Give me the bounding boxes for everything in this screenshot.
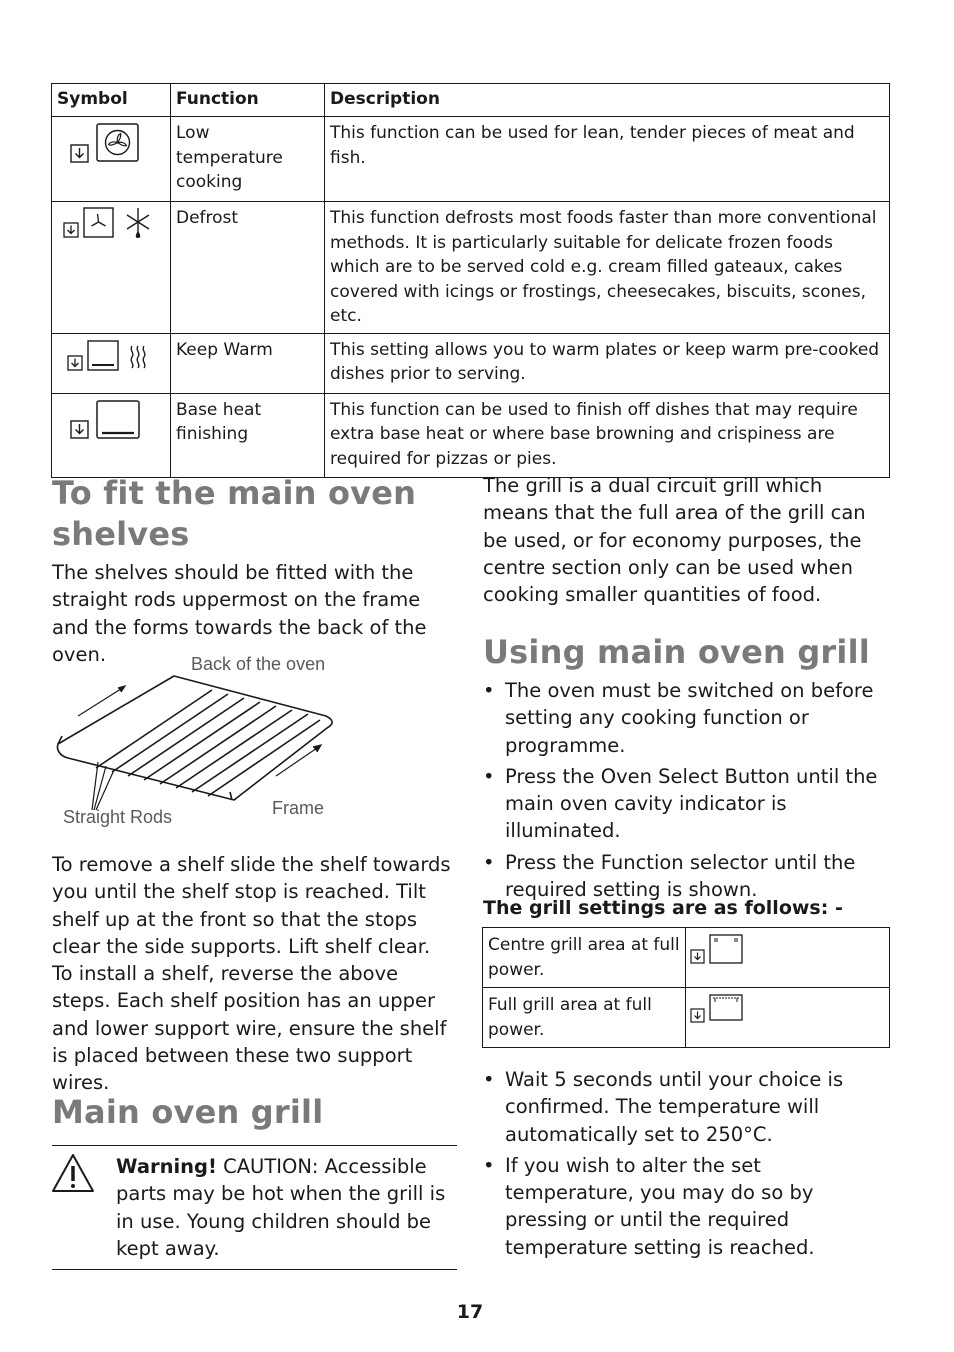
grill-settings-table — [482, 927, 890, 1048]
straight-rods-label: Straight Rods — [63, 807, 173, 827]
table-row — [483, 988, 890, 1048]
function-name: Base heat finishing — [171, 393, 325, 477]
table-row — [483, 928, 890, 988]
back-of-oven-label: Back of the oven — [191, 654, 326, 674]
warning-icon — [50, 1152, 96, 1194]
symbol-cell — [52, 393, 171, 477]
warning-bottom-rule — [52, 1269, 457, 1270]
grill-setting-label: Centre grill area at full power. — [483, 928, 686, 988]
list-item: • Press the Oven Select Button until the main oven cavity indicator is illuminated. — [483, 763, 893, 845]
table-row — [52, 117, 890, 202]
install-shelf-paragraph: To install a shelf, reverse the above steps. Each shelf position has an upper and lower support wire, ensure the shelf is placed between these two support wires. — [52, 962, 447, 1095]
function-name: Low temperature cooking — [171, 117, 325, 202]
low-temperature-cooking-icon — [52, 117, 170, 193]
remove-shelf-paragraph: To remove a shelf slide the shelf towards you until the shelf stop is reached. Tilt shelf up at the front so that the stops clear the side supports. Lift shelf clear. — [52, 853, 451, 958]
header-function: Function — [171, 84, 325, 117]
list-item: • Wait 5 seconds until your choice is confirmed. The temperature will automatically set to 250°C. — [483, 1066, 893, 1148]
shelves-paragraph: The shelves should be fitted with the straight rods uppermost on the frame and the forms towards the back of the oven. — [52, 561, 427, 666]
list-item: • The oven must be switched on before setting any cooking function or programme. — [483, 677, 893, 759]
shelves-heading: To fit the main oven shelves — [52, 474, 417, 553]
function-name: Defrost — [171, 202, 325, 334]
full-grill-icon — [686, 992, 746, 1026]
shelf-diagram — [48, 652, 358, 832]
base-heat-icon — [52, 394, 170, 477]
warning-label: Warning! — [116, 1155, 217, 1178]
symbol-cell — [52, 117, 171, 202]
frame-label: Frame — [272, 798, 325, 818]
keep-warm-icon — [52, 334, 170, 393]
using-grill-bullets — [483, 677, 893, 907]
header-symbol: Symbol — [52, 84, 171, 117]
function-description: This function can be used to finish off dishes that may require extra base heat or where base browning and crispiness are required for pizzas or pies. — [325, 393, 890, 477]
defrost-icon — [52, 202, 170, 301]
main-grill-heading: Main oven grill — [52, 1093, 324, 1131]
grill-setting-label: Full grill area at full power. — [483, 988, 686, 1048]
table-header-row — [52, 84, 890, 117]
warning-text — [116, 1153, 451, 1262]
function-table — [51, 83, 890, 478]
list-item: • Press the Function selector until the required setting is shown. — [483, 849, 893, 904]
warning-body: CAUTION: Accessible parts may be hot when the grill is in use. Young children should be kept away. — [116, 1155, 446, 1260]
table-row — [52, 202, 890, 334]
grill-settings-heading: The grill settings are as follows: - — [483, 897, 843, 919]
header-description: Description — [325, 84, 890, 117]
grill-after-bullets — [483, 1066, 893, 1265]
table-row — [52, 333, 890, 393]
warning-top-rule — [52, 1145, 457, 1146]
symbol-cell — [52, 333, 171, 393]
using-grill-heading: Using main oven grill — [483, 633, 870, 671]
function-description: This function defrosts most foods faster than more conventional methods. It is particularly suitable for delicate frozen foods which are to be served cold e.g. cream filled gateaux, cakes covered with icings or frostings, cheesecakes, biscuits, scones, etc. — [325, 202, 890, 334]
grill-setting-symbol — [686, 988, 890, 1048]
grill-setting-symbol — [686, 928, 890, 988]
centre-grill-icon — [686, 932, 746, 966]
page-number: 17 — [456, 1301, 484, 1323]
list-item: • If you wish to alter the set temperature, you may do so by pressing or until the required temperature setting is reached. — [483, 1152, 893, 1261]
symbol-cell — [52, 202, 171, 334]
table-row — [52, 393, 890, 477]
function-description: This setting allows you to warm plates or keep warm pre-cooked dishes prior to serving. — [325, 333, 890, 393]
function-name: Keep Warm — [171, 333, 325, 393]
function-description: This function can be used for lean, tender pieces of meat and fish. — [325, 117, 890, 202]
grill-intro-paragraph: The grill is a dual circuit grill which means that the full area of the grill can be used, or for economy purposes, the centre section only can be used when cooking smaller quantities of food. — [483, 474, 866, 607]
